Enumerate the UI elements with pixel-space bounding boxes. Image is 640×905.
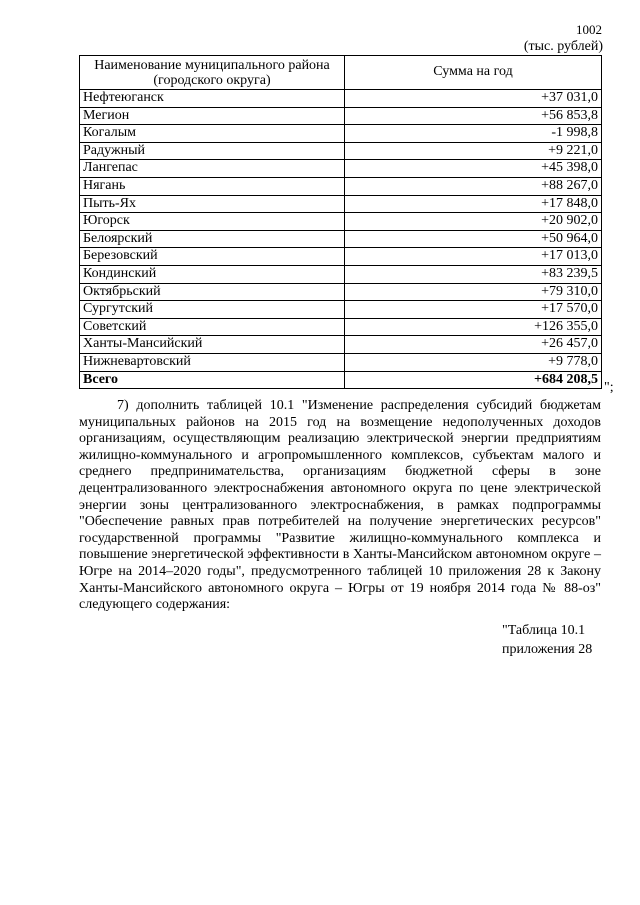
header-district: Наименование муниципального района (городского округа) bbox=[80, 56, 345, 90]
table-row bbox=[80, 213, 602, 231]
amendment-paragraph: 7) дополнить таблицей 10.1 "Изменение распределения субсидий бюджетам муниципальных районов на 2015 год на возмещение недополученных доходов организациям, осуществляющим реализацию электрической энергии предприятиям жилищно-коммунального и агропромышленного комплексов, субъектам малого и среднего предпринимательства, организациям бюджетной сферы в зоне децентрализованного электроснабжения автономного округа по цене электрической энергии зоны централизованного электроснабжения, в рамках подпрограммы "Обеспечение равных прав потребителей на получение энергетических ресурсов" государственной программы "Развитие жилищно-коммунального комплекса и повышение энергетической эффективности в Ханты-Мансийском автономном округе – Югре на 2014–2020 годы", предусмотренного таблицей 10 приложения 28 к Закону Ханты-Мансийского автономного округа – Югры от 19 ноября 2014 года № 88-оз" следующего содержания: bbox=[79, 398, 601, 613]
page-number: 1002 bbox=[576, 22, 602, 37]
district-amount: +126 355,0 bbox=[345, 318, 602, 336]
district-name: Югорск bbox=[80, 213, 345, 231]
district-amount: +26 457,0 bbox=[345, 336, 602, 354]
district-amount: +50 964,0 bbox=[345, 230, 602, 248]
subsidy-table bbox=[79, 55, 602, 389]
table-total-row bbox=[80, 371, 602, 389]
table-reference-line2: приложения 28 bbox=[502, 642, 593, 657]
table-row bbox=[80, 142, 602, 160]
table-row bbox=[80, 353, 602, 371]
district-amount: +17 570,0 bbox=[345, 301, 602, 319]
district-name: Октябрьский bbox=[80, 283, 345, 301]
table-row bbox=[80, 265, 602, 283]
district-amount: +79 310,0 bbox=[345, 283, 602, 301]
district-name: Ханты-Мансийский bbox=[80, 336, 345, 354]
table-row bbox=[80, 125, 602, 143]
table-row bbox=[80, 336, 602, 354]
district-amount: +56 853,8 bbox=[345, 107, 602, 125]
table-body bbox=[80, 90, 602, 389]
district-name: Нефтеюганск bbox=[80, 90, 345, 108]
district-name: Радужный bbox=[80, 142, 345, 160]
district-amount: +17 848,0 bbox=[345, 195, 602, 213]
district-amount: +45 398,0 bbox=[345, 160, 602, 178]
district-amount: +83 239,5 bbox=[345, 265, 602, 283]
table-row bbox=[80, 283, 602, 301]
table-row bbox=[80, 248, 602, 266]
table-row bbox=[80, 177, 602, 195]
district-name: Мегион bbox=[80, 107, 345, 125]
district-name: Нягань bbox=[80, 177, 345, 195]
table-reference bbox=[502, 621, 592, 659]
district-name: Пыть-Ях bbox=[80, 195, 345, 213]
table-row bbox=[80, 195, 602, 213]
table-row bbox=[80, 90, 602, 108]
header-amount: Сумма на год bbox=[345, 56, 602, 90]
table-row bbox=[80, 230, 602, 248]
total-amount: +684 208,5 bbox=[345, 371, 602, 389]
district-amount: +9 778,0 bbox=[345, 353, 602, 371]
district-name: Березовский bbox=[80, 248, 345, 266]
district-amount: +9 221,0 bbox=[345, 142, 602, 160]
table-row bbox=[80, 318, 602, 336]
table-header-row bbox=[80, 56, 602, 90]
district-name: Сургутский bbox=[80, 301, 345, 319]
district-name: Советский bbox=[80, 318, 345, 336]
units-label: (тыс. рублей) bbox=[523, 39, 603, 54]
district-name: Белоярский bbox=[80, 230, 345, 248]
district-name: Нижневартовский bbox=[80, 353, 345, 371]
table-row bbox=[80, 301, 602, 319]
district-amount: +37 031,0 bbox=[345, 90, 602, 108]
table-row bbox=[80, 107, 602, 125]
subsidy-table-container bbox=[79, 55, 602, 389]
total-label: Всего bbox=[80, 371, 345, 389]
table-closing-quote: "; bbox=[604, 380, 614, 395]
district-amount: -1 998,8 bbox=[345, 125, 602, 143]
district-name: Кондинский bbox=[80, 265, 345, 283]
district-amount: +17 013,0 bbox=[345, 248, 602, 266]
district-name: Лангепас bbox=[80, 160, 345, 178]
table-reference-line1: "Таблица 10.1 bbox=[502, 623, 586, 638]
district-amount: +88 267,0 bbox=[345, 177, 602, 195]
district-name: Когалым bbox=[80, 125, 345, 143]
district-amount: +20 902,0 bbox=[345, 213, 602, 231]
table-row bbox=[80, 160, 602, 178]
